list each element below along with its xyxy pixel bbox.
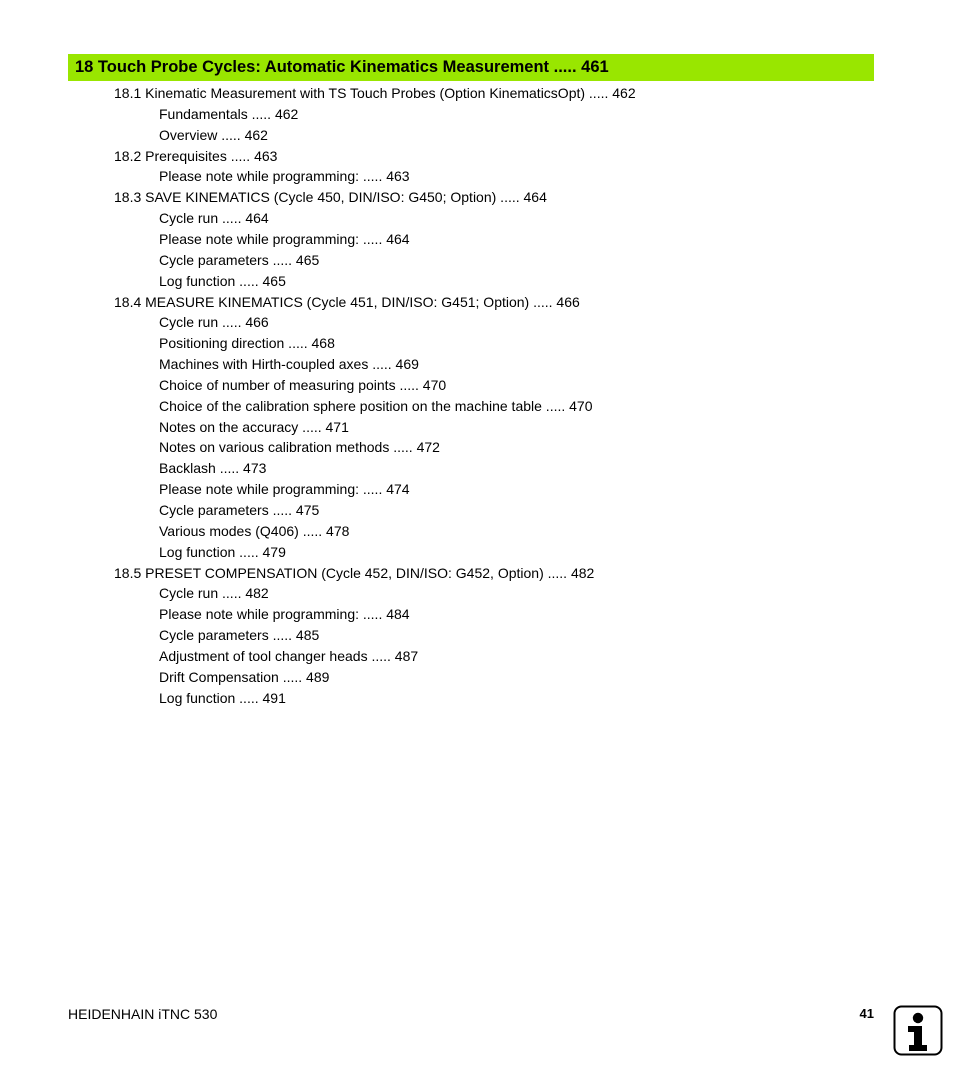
toc-subsection-entry[interactable]: Choice of the calibration sphere position on the machine table ..... 470 [159, 397, 593, 414]
toc-subsection-entry[interactable]: Cycle run ..... 482 [159, 585, 269, 602]
toc-subsection-entry[interactable]: Notes on various calibration methods ..... 472 [159, 439, 440, 456]
toc-section-entry[interactable]: 18.1 Kinematic Measurement with TS Touch Probes (Option KinematicsOpt) ..... 462 [114, 85, 636, 101]
toc-section-entry[interactable]: 18.5 PRESET COMPENSATION (Cycle 452, DIN/ISO: G452, Option) ..... 482 [114, 564, 595, 581]
toc-section-entry[interactable]: 18.4 MEASURE KINEMATICS (Cycle 451, DIN/ISO: G451; Option) ..... 466 [114, 293, 580, 310]
toc-subsection-entry[interactable]: Log function ..... 465 [159, 272, 286, 289]
toc-section-entry[interactable]: 18.2 Prerequisites ..... 463 [114, 147, 278, 164]
footer-product-name: HEIDENHAIN iTNC 530 [68, 1006, 218, 1022]
toc-subsection-entry[interactable]: Notes on the accuracy ..... 471 [159, 418, 349, 435]
toc-subsection-entry[interactable]: Cycle run ..... 464 [159, 210, 269, 227]
chapter-title[interactable]: 18 Touch Probe Cycles: Automatic Kinematics Measurement ..... 461 [75, 58, 609, 76]
toc-subsection-entry[interactable]: Cycle parameters ..... 475 [159, 502, 320, 518]
toc-subsection-entry[interactable]: Log function ..... 491 [159, 689, 286, 706]
toc-subsection-entry[interactable]: Positioning direction ..... 468 [159, 335, 335, 352]
toc-section-entry[interactable]: 18.3 SAVE KINEMATICS (Cycle 450, DIN/ISO: G450; Option) ..... 464 [114, 189, 547, 206]
toc-subsection-entry[interactable]: Adjustment of tool changer heads ..... 487 [159, 647, 419, 664]
toc-subsection-entry[interactable]: Overview ..... 462 [159, 126, 268, 143]
toc-subsection-entry[interactable]: Please note while programming: ..... 474 [159, 481, 410, 498]
toc-subsection-entry[interactable]: Please note while programming: ..... 463 [159, 168, 410, 185]
toc-subsection-entry[interactable]: Choice of number of measuring points ..... 470 [159, 376, 447, 393]
info-icon [893, 1005, 943, 1056]
chapter-heading-bar [68, 54, 874, 81]
toc-subsection-entry[interactable]: Log function ..... 479 [159, 543, 286, 560]
toc-subsection-entry[interactable]: Drift Compensation ..... 489 [159, 668, 330, 685]
toc-subsection-entry[interactable]: Machines with Hirth-coupled axes ..... 469 [159, 356, 419, 373]
toc-subsection-entry[interactable]: Please note while programming: ..... 464 [159, 230, 410, 247]
toc-subsection-entry[interactable]: Cycle run ..... 466 [159, 314, 269, 331]
toc-subsection-entry[interactable]: Cycle parameters ..... 465 [159, 251, 320, 268]
toc-subsection-entry[interactable]: Fundamentals ..... 462 [159, 105, 299, 122]
toc-subsection-entry[interactable]: Backlash ..... 473 [159, 460, 267, 477]
toc-subsection-entry[interactable]: Cycle parameters ..... 485 [159, 627, 320, 644]
toc-subsection-entry[interactable]: Please note while programming: ..... 484 [159, 606, 410, 623]
page-number: 41 [859, 1006, 874, 1021]
toc-subsection-entry[interactable]: Various modes (Q406) ..... 478 [159, 522, 350, 539]
